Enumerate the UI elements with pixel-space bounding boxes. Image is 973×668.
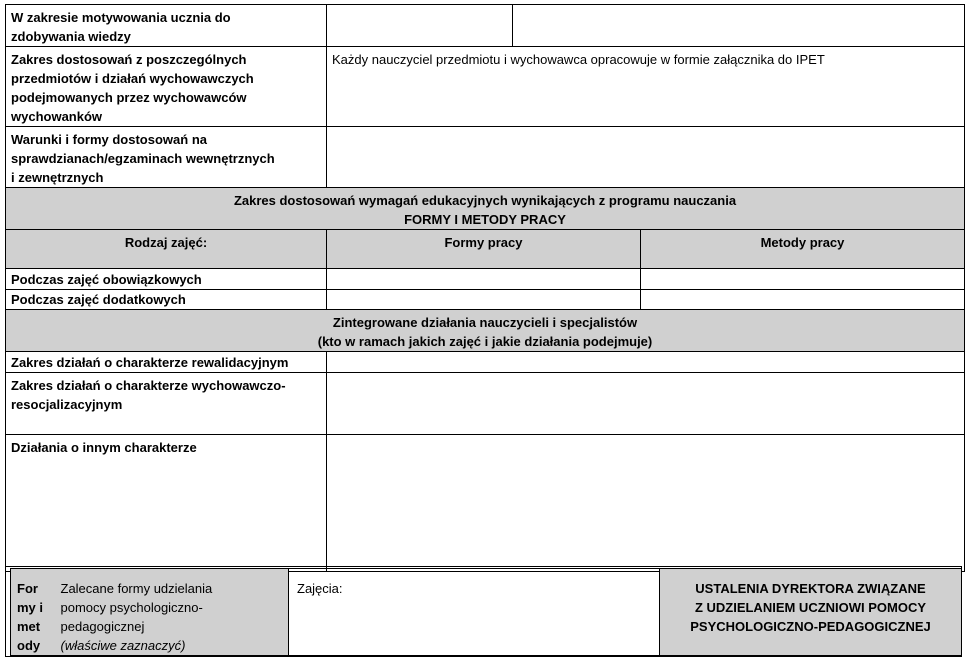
label-line: przedmiotów i działań wychowawczych bbox=[11, 71, 254, 86]
label-line: W zakresie motywowania ucznia do bbox=[11, 10, 231, 25]
footer-formy bbox=[11, 569, 53, 656]
value-motywowanie-a[interactable] bbox=[327, 5, 513, 47]
label-line: Zakres dostosowań z poszczególnych bbox=[11, 52, 247, 67]
value-wychowawcze[interactable] bbox=[327, 373, 965, 435]
ipet-table bbox=[5, 4, 965, 572]
section-wymagania bbox=[6, 188, 965, 230]
label-line: sprawdzianach/egzaminach wewnętrznych bbox=[11, 151, 275, 166]
footer-zalecane bbox=[53, 569, 289, 656]
label-rewalidacyjne: Zakres działań o charakterze rewalidacyjnym bbox=[6, 352, 327, 373]
label-line: ody bbox=[17, 638, 41, 653]
label-line: Z UDZIELANIEM UCZNIOWI POMOCY bbox=[694, 600, 927, 615]
label-note: (właściwe zaznaczyć) bbox=[60, 638, 186, 653]
row-warunki bbox=[6, 127, 965, 188]
label-line: zdobywania wiedzy bbox=[11, 29, 131, 44]
section-header-zintegrowane bbox=[6, 310, 965, 352]
label-line: resocjalizacyjnym bbox=[11, 397, 123, 412]
value-dodatkowe-formy[interactable] bbox=[327, 290, 641, 310]
label-line: PSYCHOLOGICZNO-PEDAGOGICZNEJ bbox=[690, 619, 931, 634]
label-line: For bbox=[17, 581, 38, 596]
label-warunki bbox=[6, 127, 327, 188]
label-line: Zakres działań o charakterze wychowawczo- bbox=[11, 378, 286, 393]
label-wychowawcze bbox=[6, 373, 327, 435]
row-wychowawcze bbox=[6, 373, 965, 435]
column-header-formy: Formy pracy bbox=[327, 230, 641, 269]
value-obowiazkowe-metody[interactable] bbox=[641, 269, 965, 290]
value-motywowanie-b[interactable] bbox=[513, 5, 965, 47]
section-title: Zintegrowane działania nauczycieli i specjalistów bbox=[332, 315, 638, 330]
row-inne bbox=[6, 435, 965, 572]
row-motywowanie bbox=[6, 5, 965, 47]
label-dostosowania bbox=[6, 47, 327, 127]
row-dodatkowe bbox=[6, 290, 965, 310]
label-line: met bbox=[17, 619, 41, 634]
row-column-headers bbox=[6, 230, 965, 269]
value-dostosowania[interactable]: Każdy nauczyciel przedmiotu i wychowawca opracowuje w formie załącznika do IPET bbox=[327, 47, 965, 127]
value-rewalidacyjne[interactable] bbox=[327, 352, 965, 373]
label-line: pedagogicznej bbox=[60, 619, 145, 634]
row-obowiazkowe bbox=[6, 269, 965, 290]
row-rewalidacyjne bbox=[6, 352, 965, 373]
section-subtitle: FORMY I METODY PRACY bbox=[404, 212, 566, 227]
column-header-rodzaj: Rodzaj zajęć: bbox=[6, 230, 327, 269]
footer-ustalenia bbox=[660, 569, 962, 656]
label-line: i zewnętrznych bbox=[11, 170, 104, 185]
label-line: Zalecane formy udzielania bbox=[60, 581, 213, 596]
label-line: Warunki i formy dostosowań na bbox=[11, 132, 207, 147]
label-line: podejmowanych przez wychowawców bbox=[11, 90, 247, 105]
footer-row bbox=[11, 569, 962, 656]
label-line: wychowanków bbox=[11, 109, 103, 124]
column-header-metody: Metody pracy bbox=[641, 230, 965, 269]
label-line: USTALENIA DYREKTORA ZWIĄZANE bbox=[695, 581, 926, 596]
section-header-wymagania bbox=[6, 188, 965, 230]
label-inne: Działania o innym charakterze bbox=[6, 435, 327, 572]
section-zintegrowane bbox=[6, 310, 965, 352]
footer-table bbox=[10, 568, 962, 656]
section-subtitle: (kto w ramach jakich zajęć i jakie działania podejmuje) bbox=[317, 334, 653, 349]
value-warunki[interactable] bbox=[327, 127, 965, 188]
footer-zajecia[interactable] bbox=[289, 569, 660, 656]
zajecia-label: Zajęcia: bbox=[297, 581, 343, 596]
value-inne[interactable] bbox=[327, 435, 965, 572]
label-motywowanie bbox=[6, 5, 327, 47]
label-dodatkowe: Podczas zajęć dodatkowych bbox=[6, 290, 327, 310]
ipet-form bbox=[5, 4, 964, 572]
label-line: pomocy psychologiczno- bbox=[60, 600, 203, 615]
section-title: Zakres dostosowań wymagań edukacyjnych wynikających z programu nauczania bbox=[233, 193, 737, 208]
value-dodatkowe-metody[interactable] bbox=[641, 290, 965, 310]
label-line: my i bbox=[17, 600, 44, 615]
value-obowiazkowe-formy[interactable] bbox=[327, 269, 641, 290]
row-dostosowania bbox=[6, 47, 965, 127]
label-obowiazkowe: Podczas zajęć obowiązkowych bbox=[6, 269, 327, 290]
